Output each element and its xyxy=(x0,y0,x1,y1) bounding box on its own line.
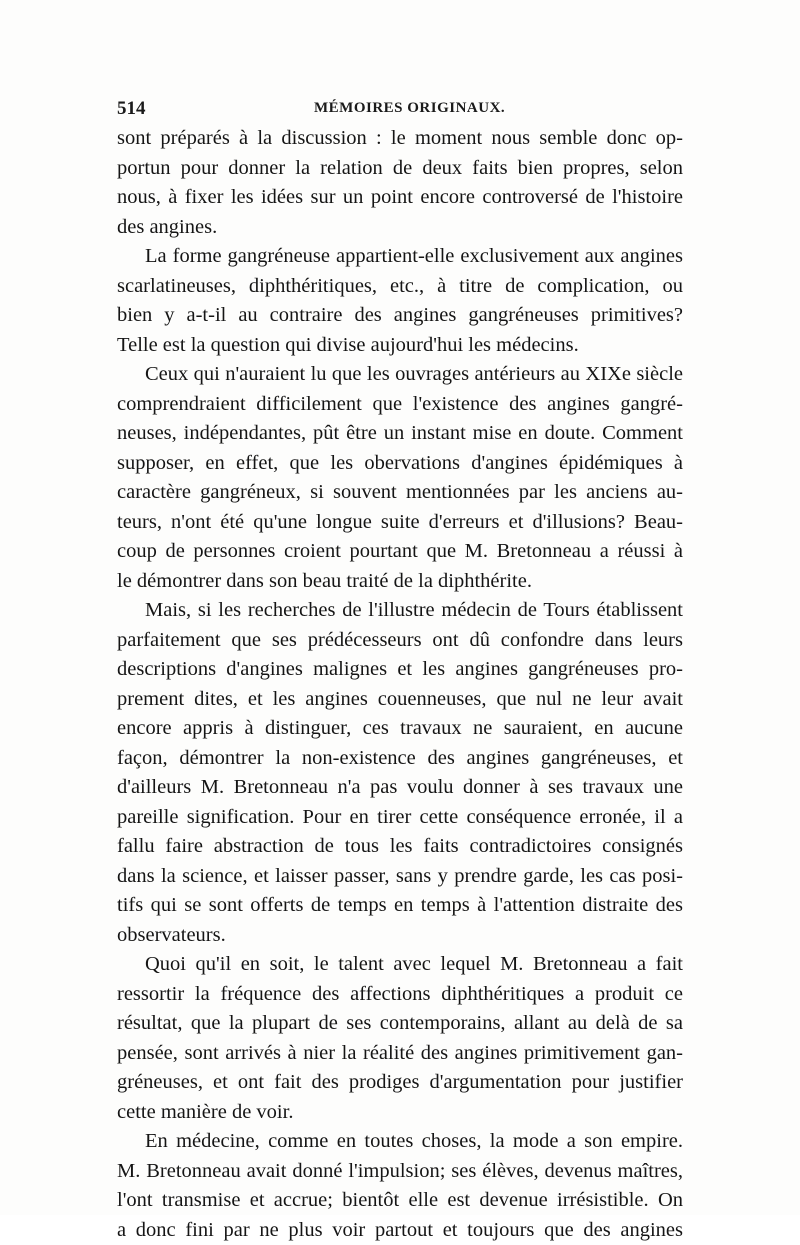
text-line: En médecine, comme en toutes choses, la mode a son empire. xyxy=(117,1127,683,1157)
text-line: caractère gangréneux, si souvent mentionnées par les anciens au- xyxy=(117,478,683,508)
text-line: Quoi qu'il en soit, le talent avec lequel M. Bretonneau a fait xyxy=(117,950,683,980)
text-line: l'ont transmise et accrue; bientôt elle est devenue irrésistible. On xyxy=(117,1186,683,1216)
body-text xyxy=(117,124,683,1245)
paragraph-2 xyxy=(117,242,683,360)
text-line: d'ailleurs M. Bretonneau n'a pas voulu donner à ses travaux une xyxy=(117,773,683,803)
text-line: neuses, indépendantes, pût être un instant mise en doute. Comment xyxy=(117,419,683,449)
paragraph-6 xyxy=(117,1127,683,1245)
text-line: gréneuses, et ont fait des prodiges d'argumentation pour justifier xyxy=(117,1068,683,1098)
text-line: observateurs. xyxy=(117,921,683,951)
text-line: scarlatineuses, diphthéritiques, etc., à titre de complication, ou xyxy=(117,272,683,302)
text-line: pareille signification. Pour en tirer cette conséquence erronée, il a xyxy=(117,803,683,833)
text-line: nous, à fixer les idées sur un point encore controversé de l'histoire xyxy=(117,183,683,213)
text-line: a donc fini par ne plus voir partout et toujours que des angines xyxy=(117,1216,683,1245)
text-line: teurs, n'ont été qu'une longue suite d'erreurs et d'illusions? Beau- xyxy=(117,508,683,538)
paragraph-5 xyxy=(117,950,683,1127)
text-line: encore appris à distinguer, ces travaux ne sauraient, en aucune xyxy=(117,714,683,744)
text-line: La forme gangréneuse appartient-elle exclusivement aux angines xyxy=(117,242,683,272)
text-line: fallu faire abstraction de tous les faits contradictoires consignés xyxy=(117,832,683,862)
paragraph-4 xyxy=(117,596,683,950)
text-line: parfaitement que ses prédécesseurs ont dû confondre dans leurs xyxy=(117,626,683,656)
paragraph-1 xyxy=(117,124,683,242)
text-line: comprendraient difficilement que l'existence des angines gangré- xyxy=(117,390,683,420)
text-line: Telle est la question qui divise aujourd'hui les médecins. xyxy=(117,331,683,361)
text-line: coup de personnes croient pourtant que M. Bretonneau a réussi à xyxy=(117,537,683,567)
text-line: ressortir la fréquence des affections diphthéritiques a produit ce xyxy=(117,980,683,1010)
text-line: tifs qui se sont offerts de temps en temps à l'attention distraite des xyxy=(117,891,683,921)
text-line: résultat, que la plupart de ses contemporains, allant au delà de sa xyxy=(117,1009,683,1039)
text-line: pensée, sont arrivés à nier la réalité des angines primitivement gan- xyxy=(117,1039,683,1069)
text-line: le démontrer dans son beau traité de la diphthérite. xyxy=(117,567,683,597)
text-line: descriptions d'angines malignes et les angines gangréneuses pro- xyxy=(117,655,683,685)
text-line: Ceux qui n'auraient lu que les ouvrages antérieurs au XIXe siècle xyxy=(117,360,683,390)
text-line: des angines. xyxy=(117,213,683,243)
text-line: façon, démontrer la non-existence des angines gangréneuses, et xyxy=(117,744,683,774)
text-line: Mais, si les recherches de l'illustre médecin de Tours établissent xyxy=(117,596,683,626)
text-line: M. Bretonneau avait donné l'impulsion; ses élèves, devenus maîtres, xyxy=(117,1157,683,1187)
text-line: sont préparés à la discussion : le moment nous semble donc op- xyxy=(117,124,683,154)
text-line: prement dites, et les angines couenneuses, que nul ne leur avait xyxy=(117,685,683,715)
page-number: 514 xyxy=(117,98,146,120)
text-line: cette manière de voir. xyxy=(117,1098,683,1128)
page-header xyxy=(117,98,683,124)
text-line: dans la science, et laisser passer, sans y prendre garde, les cas posi- xyxy=(117,862,683,892)
text-line: bien y a-t-il au contraire des angines gangréneuses primitives? xyxy=(117,301,683,331)
running-title: MÉMOIRES ORIGINAUX. xyxy=(314,100,505,117)
text-line: supposer, en effet, que les obervations d'angines épidémiques à xyxy=(117,449,683,479)
text-line: portun pour donner la relation de deux faits bien propres, selon xyxy=(117,154,683,184)
paragraph-3 xyxy=(117,360,683,596)
